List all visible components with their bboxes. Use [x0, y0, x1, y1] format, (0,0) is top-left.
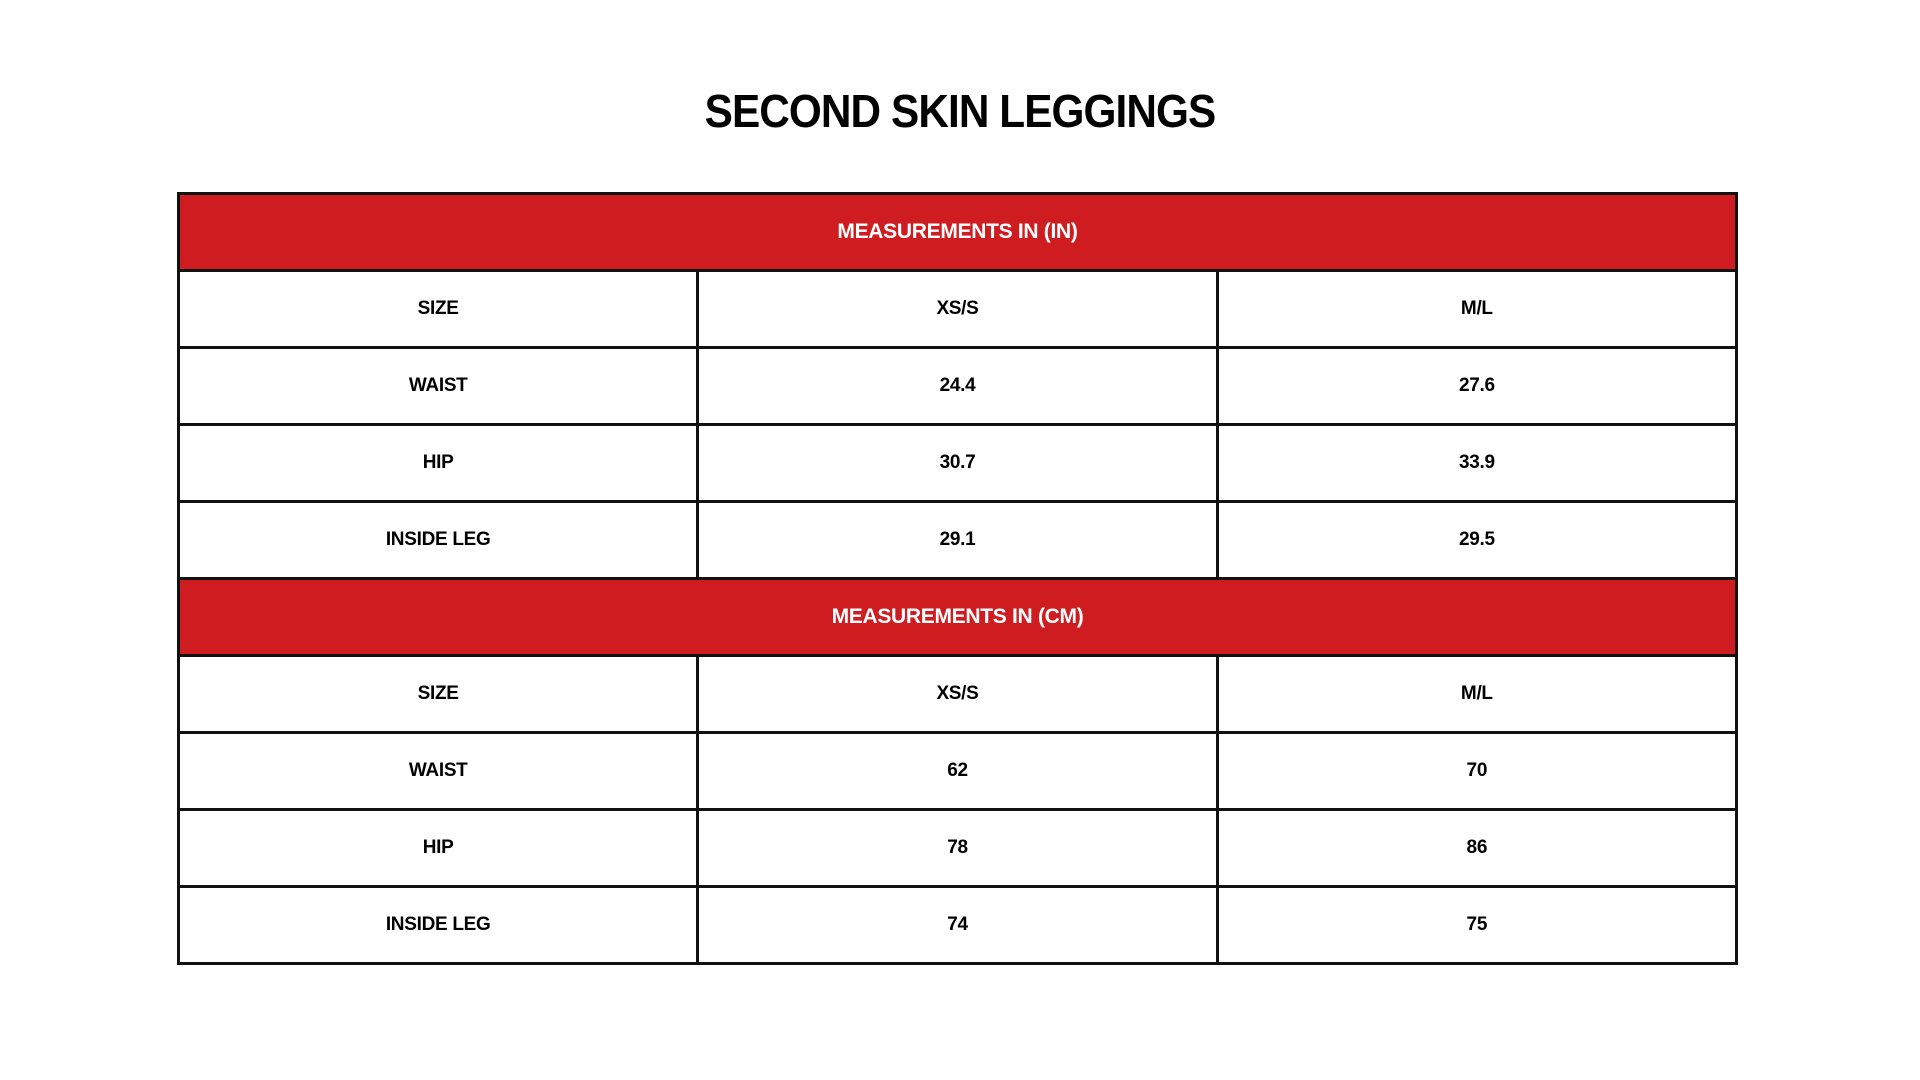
section-header-label: MEASUREMENTS IN (IN)	[179, 194, 1737, 271]
column-header-size: SIZE	[179, 271, 698, 348]
cell-value: 75	[1217, 887, 1736, 964]
row-label-inside-leg: INSIDE LEG	[179, 887, 698, 964]
table-row	[179, 425, 1737, 502]
table-row	[179, 348, 1737, 425]
cell-value: 27.6	[1217, 348, 1736, 425]
column-header-row	[179, 656, 1737, 733]
page-title: SECOND SKIN LEGGINGS	[704, 85, 1216, 137]
column-header-size: SIZE	[179, 656, 698, 733]
column-header-m-l: M/L	[1217, 271, 1736, 348]
row-label-waist: WAIST	[179, 348, 698, 425]
section-header-label: MEASUREMENTS IN (CM)	[179, 579, 1737, 656]
cell-value: 33.9	[1217, 425, 1736, 502]
table-row	[179, 887, 1737, 964]
cell-value: 86	[1217, 810, 1736, 887]
row-label-inside-leg: INSIDE LEG	[179, 502, 698, 579]
cell-value: 78	[698, 810, 1217, 887]
section-header-centimeters	[179, 579, 1737, 656]
cell-value: 29.1	[698, 502, 1217, 579]
table-row	[179, 810, 1737, 887]
cell-value: 30.7	[698, 425, 1217, 502]
column-header-row	[179, 271, 1737, 348]
size-chart-table	[177, 192, 1738, 965]
column-header-xs-s: XS/S	[698, 271, 1217, 348]
cell-value: 62	[698, 733, 1217, 810]
table-row	[179, 733, 1737, 810]
cell-value: 29.5	[1217, 502, 1736, 579]
cell-value: 74	[698, 887, 1217, 964]
column-header-xs-s: XS/S	[698, 656, 1217, 733]
row-label-hip: HIP	[179, 425, 698, 502]
table-row	[179, 502, 1737, 579]
cell-value: 70	[1217, 733, 1736, 810]
row-label-hip: HIP	[179, 810, 698, 887]
column-header-m-l: M/L	[1217, 656, 1736, 733]
row-label-waist: WAIST	[179, 733, 698, 810]
section-header-inches	[179, 194, 1737, 271]
cell-value: 24.4	[698, 348, 1217, 425]
